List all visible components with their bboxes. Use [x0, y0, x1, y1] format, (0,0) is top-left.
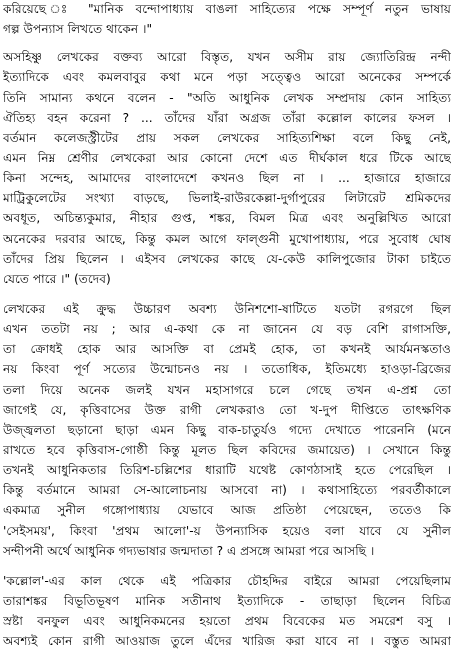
text-line: উজ্জ্বলতা ছড়ানো ছাড়া এমন কিছু বাক-চাতুর্যও গদ্যে দেখাতে পারেননি (মনে [3, 422, 451, 437]
text-line: অসহিষ্ণু লেখকের বক্তব্য আরো বিস্তৃত, যখন অসীম রায় জ্যোতিরিন্দ্র নন্দী [3, 50, 451, 65]
text-line: তা ক্রোধই হোক আর আসক্তি বা প্রেমই হোক, তা কখনই আর্যমনস্কতাও [3, 342, 451, 357]
text-line: অবধূত, অচিন্ত্যকুমার, নীহার গুপ্ত, শঙ্কর, বিমল মিত্র এবং অনুল্লিখিত আরো [3, 211, 451, 226]
text-line: তারাশঙ্কর বিভূতিভূষণ মানিক সতীনাথ ইত্যাদিকে - তাছাড়া ছিলেন বিচিত্র [3, 593, 451, 608]
text-line: গল্প উপন্যাস লিখতে থাকেন ।" [3, 22, 153, 37]
text-line: 'সেইসময়', কিংবা 'প্রথম আলো'-য় উপন্যাসিক হয়েও বলা যাবে যে সুনীল [3, 523, 451, 538]
text-line: কিন্তু বর্তমানে আমরা সে-আলোচনায় আসবো না) । কথাসাহিত্যে পরবর্তীকালে [3, 483, 451, 498]
text-line: স্রষ্টা বনফুল এবং আধুনিকমনের হয়তো প্রথম বিবেকের মত সমরেশ বসু । [3, 614, 451, 629]
text-line: একমাত্র সুনীল গঙ্গোপাধ্যায় যেভাবে আজ প্রতিষ্ঠা পেয়েছেন, ততেও কি [3, 503, 451, 518]
text-line: করিয়েছে ঃ "মানিক বন্দোপাধ্যায় বাঙলা সাহিত্যের পক্ষে সম্পূর্ণ নতুন ভাষায় [3, 2, 451, 16]
text-line: এমন নিম্ন শ্রেণীর লেখকেরা আর কোনো দেশে এত দীর্ঘকাল ধরে টিকে আছে [3, 150, 451, 165]
text-line: তলা দিয়ে অনেক জলই যখন মহাসাগরে চলে গেছে তখন এ-প্রশ্ন তো [3, 382, 451, 397]
paragraph-quote-continuation [3, 0, 451, 39]
text-line: কিনা সন্দেহ, আমাদের বাংলাদেশে কখনও ছিল না । ... হাজারে হাজারে [3, 171, 451, 186]
paragraph-quoted-opinion [3, 47, 451, 289]
text-line: লেখকের এই ক্রুদ্ধ উচ্চারণ অবশ্য উনিশশো-ষাটিতে যতটা রগরগে ছিল [3, 301, 451, 316]
paragraph-commentary [3, 299, 451, 561]
document-page [3, 0, 451, 651]
text-line: বর্তমান কলেজস্ট্রীটের প্রায় সকল লেখকের সাহিত্যশিক্ষা বলে কিছু নেই, [3, 130, 451, 145]
text-line: জাগেই যে, কৃত্তিবাসের উক্ত রাগী লেখকরাও তো খ-দুপ দীপ্তিতে তাৎক্ষণিক [3, 402, 451, 417]
text-line: এখন ততটা নয় ; আর এ-কথা কে না জানেন যে বড় বেশি রাগাসক্তি, [3, 322, 451, 337]
text-line: অনেকের দরবার আছে, কিন্তু কমল আগে ফাল্গুনী মুখোপাধ্যায়, পরে সুবোধ ঘোষ [3, 231, 451, 246]
text-line: তিনি সামান্য কথনে বলেন - "অতি আধুনিক লেখক সম্প্রদায় কোন সাহিত্য [3, 90, 451, 105]
text-line: ঐতিহ্য বহন করেনা ? ... তাঁদের যাঁরা অগ্রজ তাঁরা কল্লোল কালের ফসল । [3, 110, 451, 125]
text-line: অবশ্যই কোন রাগী আওয়াজ তুলে এঁদের খারিজ করা যাবে না । বস্তুত আমরা [3, 634, 451, 649]
text-line: সন্দীপনী অর্থে আধুনিক গদ্যভাষার জন্মদাতা ? এ প্রসঙ্গে আমরা পরে আসছি । [3, 543, 375, 558]
text-line: তখনই আধুনিকতার তিরিশ-চল্লিশের ধারাটি যথেষ্ট কোণঠাসাই হতে পেরেছিল । [3, 463, 451, 478]
text-line: তাঁদের প্রিয় ছিলেন । এইসব লেখকের কাছে যে-কেউ কালিপুজোর টাকা চাইতে [3, 251, 451, 266]
text-line: নয় কিংবা পূর্ণ সত্যের উন্মোচনও নয় । ততোধিক, ইতিমধ্যে হাওড়া-ব্রিজের [3, 362, 451, 377]
text-line: 'কল্লোল'-এর কাল থেকে এই পত্রিকার চৌহদ্দির বাইরে আমরা পেয়েছিলাম [3, 573, 451, 588]
text-line: যেতে পারে ।" (তদেব) [3, 271, 111, 286]
text-line: ইত্যাদিকে এবং কমলবাবুর কথা মনে পড়া সত্ত্বেও আরো অনেকের সম্পর্কে [3, 70, 451, 85]
text-line: রাখতে হবে কৃত্তিবাস-গোষ্ঠী কিন্তু মূলত ছিল কবিদের জমায়েত) । সেখানে কিন্তু [3, 442, 451, 457]
text-line: মাট্রিকুলেটের সংখ্যা বাড়ছে, ভিলাই-রাউরকেল্লা-দুর্গাপুরের লিটারেট শ্রমিকদের [3, 191, 451, 206]
paragraph-kallol-era [3, 571, 451, 651]
